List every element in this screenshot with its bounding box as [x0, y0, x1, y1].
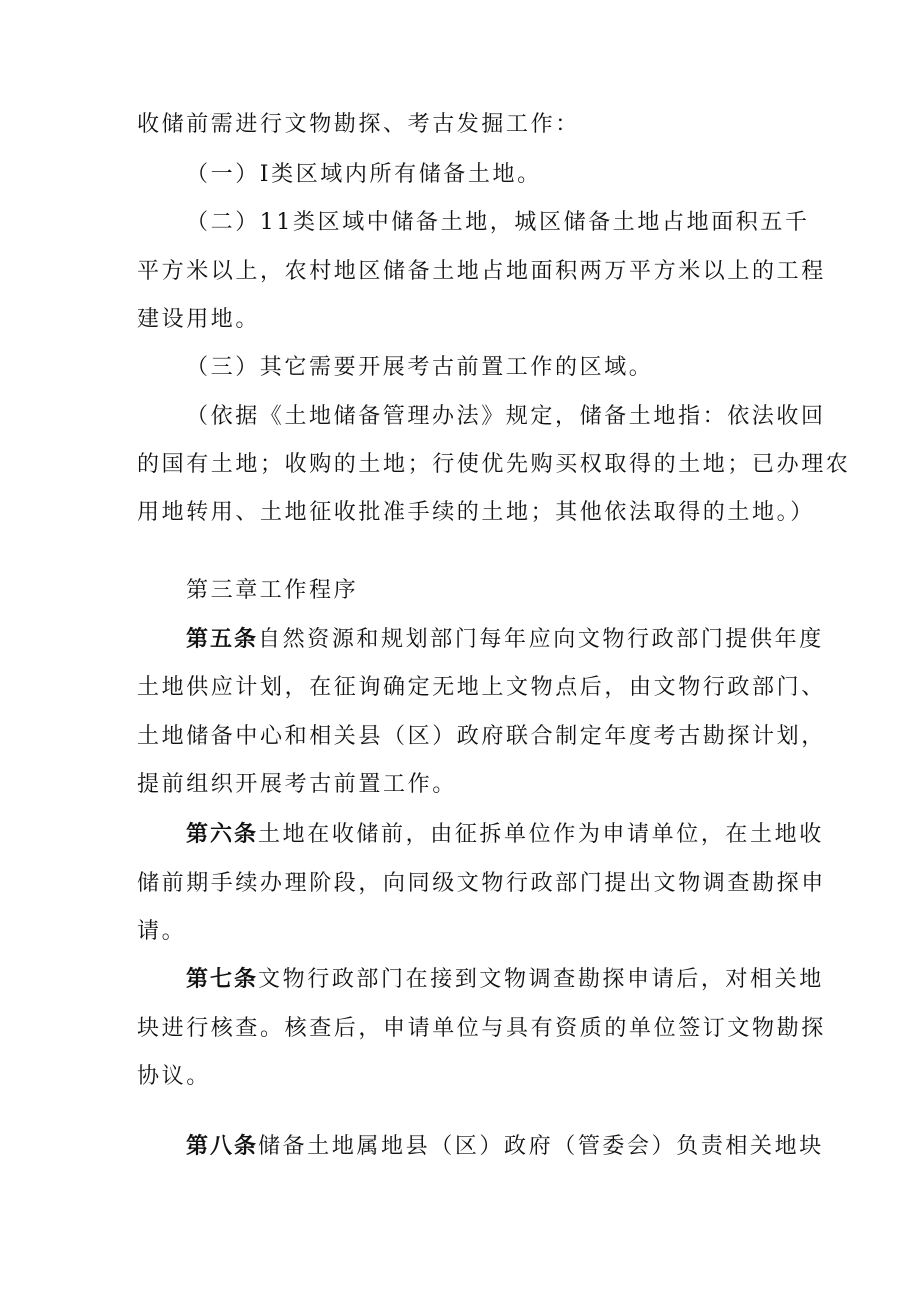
note-line: 用地转用、土地征收批准手续的土地；其他依法取得的土地。） [137, 500, 815, 525]
chapter-heading: 第三章工作程序 [186, 578, 359, 603]
list-item-2: （二）11类区域中储备土地，城区储备土地占地面积五千 [186, 210, 810, 235]
paragraph-line: 储前期手续办理阶段，向同级文物行政部门提出文物调查勘探申 [137, 871, 826, 896]
list-item-1: （一）Ⅰ类区域内所有储备土地。 [186, 162, 542, 187]
article-5-label: 第五条 [186, 627, 259, 652]
article-6-text: 土地在收储前，由征拆单位作为申请单位，在土地收 [258, 822, 824, 847]
paragraph-line: 建设用地。 [137, 307, 261, 332]
article-6-label: 第六条 [186, 822, 259, 847]
paragraph-line: 土地储备中心和相关县（区）政府联合制定年度考古勘探计划， [137, 724, 826, 749]
paragraph-line: 平方米以上，农村地区储备土地占地面积两万平方米以上的工程 [137, 259, 826, 284]
article-6-first-line [186, 820, 824, 850]
article-5-text: 自然资源和规划部门每年应向文物行政部门提供年度 [258, 627, 824, 652]
article-8-label: 第八条 [186, 1134, 259, 1159]
paragraph-line: 请。 [137, 919, 187, 944]
article-8-text: 储备土地属地县（区）政府（管委会）负责相关地块 [258, 1134, 824, 1159]
list-item-3: （三）其它需要开展考古前置工作的区域。 [186, 355, 654, 380]
article-8-first-line [186, 1132, 824, 1162]
note-line: （依据《土地储备管理办法》规定，储备土地指：依法收回 [186, 404, 826, 429]
paragraph-line: 土地供应计划，在征询确定无地上文物点后，由文物行政部门、 [137, 675, 826, 700]
paragraph-line: 协议。 [137, 1064, 211, 1089]
article-7-text: 文物行政部门在接到文物调查勘探申请后，对相关地 [258, 967, 824, 992]
note-line: 的国有土地；收购的土地；行使优先购买权取得的土地；已办理农 [137, 452, 851, 477]
paragraph-line: 提前组织开展考古前置工作。 [137, 772, 457, 797]
article-7-first-line [186, 965, 824, 995]
article-5-first-line [186, 625, 824, 655]
paragraph-line: 收储前需进行文物勘探、考古发掘工作： [137, 112, 580, 137]
paragraph-line: 块进行核查。核查后，申请单位与具有资质的单位签订文物勘探 [137, 1016, 826, 1041]
article-7-label: 第七条 [186, 967, 259, 992]
